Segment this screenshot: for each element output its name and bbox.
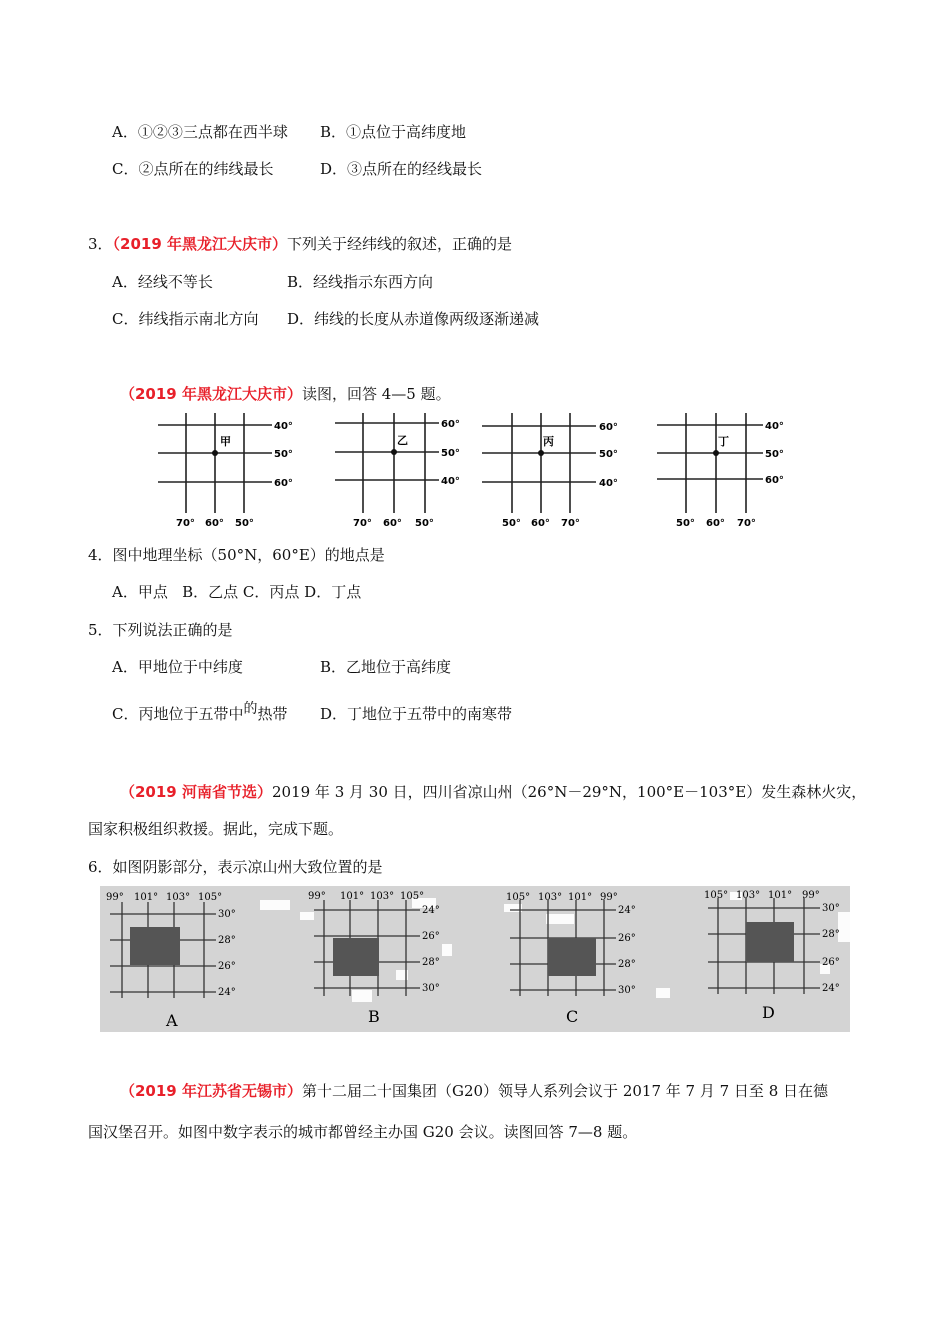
grid-figure-bing xyxy=(482,413,642,533)
map-lat-label: 30° xyxy=(422,983,440,994)
q3-source: （2019 年黑龙江大庆市） xyxy=(112,235,288,253)
q3-number: 3． xyxy=(88,235,113,253)
grid-figure-jia xyxy=(150,413,310,533)
intro-7-8-line1 xyxy=(120,1081,828,1101)
map-lat-label: 30° xyxy=(218,909,236,920)
map-lon-label: 101° xyxy=(568,892,593,903)
map-lat-label: 28° xyxy=(618,959,636,970)
map-lat-label: 26° xyxy=(618,933,636,944)
q3-option-a: A．经线不等长 xyxy=(112,273,213,291)
grid-lon-label: 50° xyxy=(502,518,521,529)
grid-lon-label: 70° xyxy=(353,518,372,529)
map-lon-label: 105° xyxy=(400,891,425,902)
q4-options: A．甲点 B．乙点 C．丙点 D．丁点 xyxy=(112,583,362,601)
map-lat-label: 30° xyxy=(618,985,636,996)
map-lon-label: 99° xyxy=(802,890,820,901)
map-lon-label: 101° xyxy=(768,890,793,901)
grid-lon-label: 50° xyxy=(235,518,254,529)
grid-lat-label: 60° xyxy=(274,478,293,489)
map-lat-label: 26° xyxy=(218,961,236,972)
intro-6-line1 xyxy=(120,782,866,802)
grid-lon-label: 50° xyxy=(415,518,434,529)
q3-option-d: D．纬线的长度从赤道像两级逐渐递减 xyxy=(287,310,540,328)
map-lon-label: 105° xyxy=(198,892,223,903)
grid-lon-label: 70° xyxy=(176,518,195,529)
map-lon-label: 99° xyxy=(106,892,124,903)
q5-option-c-pre: C．丙地位于五带中 xyxy=(112,705,244,723)
map-letter: A xyxy=(166,1011,178,1030)
map-letter: D xyxy=(762,1003,775,1022)
grid-figure-yi xyxy=(335,413,495,533)
q2-option-c: C．②点所在的纬线最长 xyxy=(112,160,274,178)
q3-text: 下列关于经纬线的叙述，正确的是 xyxy=(287,235,513,253)
map-lon-label: 101° xyxy=(340,891,365,902)
grid-mark: 乙 xyxy=(397,434,408,447)
map-lat-label: 24° xyxy=(218,987,236,998)
intro-4-5 xyxy=(120,384,451,404)
intro-6-text1: 2019 年 3 月 30 日，四川省凉山州（26°N－29°N，100°E－103°E）发生森林火灾， xyxy=(271,783,867,801)
q3-option-c: C．纬线指示南北方向 xyxy=(112,310,259,328)
grid-lat-label: 60° xyxy=(599,422,618,433)
intro-4-5-source: （2019 年黑龙江大庆市） xyxy=(120,385,302,403)
grid-point-jia xyxy=(212,450,218,456)
location-map-figure xyxy=(100,886,850,1032)
grid-mark: 丁 xyxy=(718,435,729,448)
q3-option-b: B．经线指示东西方向 xyxy=(287,273,434,291)
map-lat-label: 28° xyxy=(218,935,236,946)
intro-4-5-text: 读图，回答 4—5 题。 xyxy=(301,385,451,403)
grid-figure-ding xyxy=(657,413,817,533)
map-lon-label: 103° xyxy=(370,891,395,902)
q5-option-d: D．丁地位于五带中的南寒带 xyxy=(320,705,513,723)
intro-6-line2: 国家积极组织救援。据此，完成下题。 xyxy=(88,820,344,838)
grid-lon-label: 60° xyxy=(531,518,550,529)
map-a-shade xyxy=(130,927,180,965)
q3-stem xyxy=(88,234,512,254)
q4-stem: 4．图中地理坐标（50°N，60°E）的地点是 xyxy=(88,546,385,564)
grid-lat-label: 50° xyxy=(599,449,618,460)
map-lon-label: 101° xyxy=(134,892,159,903)
grid-lat-label: 40° xyxy=(441,476,460,487)
grid-lat-label: 40° xyxy=(274,421,293,432)
grid-lat-label: 60° xyxy=(765,475,784,486)
map-letter: B xyxy=(368,1007,380,1026)
q5-option-c-post: 热带 xyxy=(257,705,288,723)
grid-lat-label: 60° xyxy=(441,419,460,430)
map-lon-label: 103° xyxy=(538,892,563,903)
map-lon-label: 99° xyxy=(308,891,326,902)
q5-option-a: A．甲地位于中纬度 xyxy=(112,658,243,676)
grid-lon-label: 60° xyxy=(383,518,402,529)
grid-lon-label: 50° xyxy=(676,518,695,529)
grid-lat-label: 40° xyxy=(765,421,784,432)
map-d-shade xyxy=(746,922,794,962)
grid-mark: 甲 xyxy=(220,435,231,448)
intro-7-8-source: （2019 年江苏省无锡市） xyxy=(120,1082,302,1100)
grid-lat-label: 50° xyxy=(274,449,293,460)
q6-stem: 6．如图阴影部分，表示凉山州大致位置的是 xyxy=(88,858,383,876)
grid-lon-label: 60° xyxy=(706,518,725,529)
map-lat-label: 26° xyxy=(422,931,440,942)
grid-point-yi xyxy=(391,449,397,455)
intro-7-8-line2: 国汉堡召开。如图中数字表示的城市都曾经主办国 G20 会议。读图回答 7—8 题。 xyxy=(88,1123,638,1141)
map-c-shade xyxy=(548,938,596,976)
grid-lat-label: 40° xyxy=(599,478,618,489)
q5-option-c xyxy=(112,701,288,725)
grid-point-bing xyxy=(538,450,544,456)
q5-option-b: B．乙地位于高纬度 xyxy=(320,658,452,676)
map-lon-label: 103° xyxy=(166,892,191,903)
map-lat-label: 28° xyxy=(422,957,440,968)
map-lat-label: 24° xyxy=(822,983,840,994)
intro-6-source: （2019 河南省节选） xyxy=(120,783,272,801)
grid-lon-label: 70° xyxy=(561,518,580,529)
map-lon-label: 105° xyxy=(506,892,531,903)
grid-lat-label: 50° xyxy=(441,448,460,459)
map-lat-label: 24° xyxy=(422,905,440,916)
q2-option-b: B．①点位于高纬度地 xyxy=(320,123,467,141)
grid-lon-label: 60° xyxy=(205,518,224,529)
map-lon-label: 103° xyxy=(736,890,761,901)
map-lat-label: 28° xyxy=(822,929,840,940)
grid-point-ding xyxy=(713,450,719,456)
map-lat-label: 26° xyxy=(822,957,840,968)
q5-stem: 5．下列说法正确的是 xyxy=(88,621,233,639)
q2-option-a: A．①②③三点都在西半球 xyxy=(112,123,288,141)
map-lon-label: 105° xyxy=(704,890,729,901)
map-lat-label: 30° xyxy=(822,903,840,914)
q5-option-c-sup: 的 xyxy=(243,701,258,717)
intro-7-8-text1: 第十二届二十国集团（G20）领导人系列会议于 2017 年 7 月 7 日至 8 日在德 xyxy=(301,1082,829,1100)
grid-lon-label: 70° xyxy=(737,518,756,529)
q2-option-d: D．③点所在的经线最长 xyxy=(320,160,483,178)
grid-mark: 丙 xyxy=(543,435,554,448)
grid-lat-label: 50° xyxy=(765,449,784,460)
map-b-shade xyxy=(333,938,379,976)
map-letter: C xyxy=(566,1007,579,1026)
map-lat-label: 24° xyxy=(618,905,636,916)
map-lon-label: 99° xyxy=(600,892,618,903)
